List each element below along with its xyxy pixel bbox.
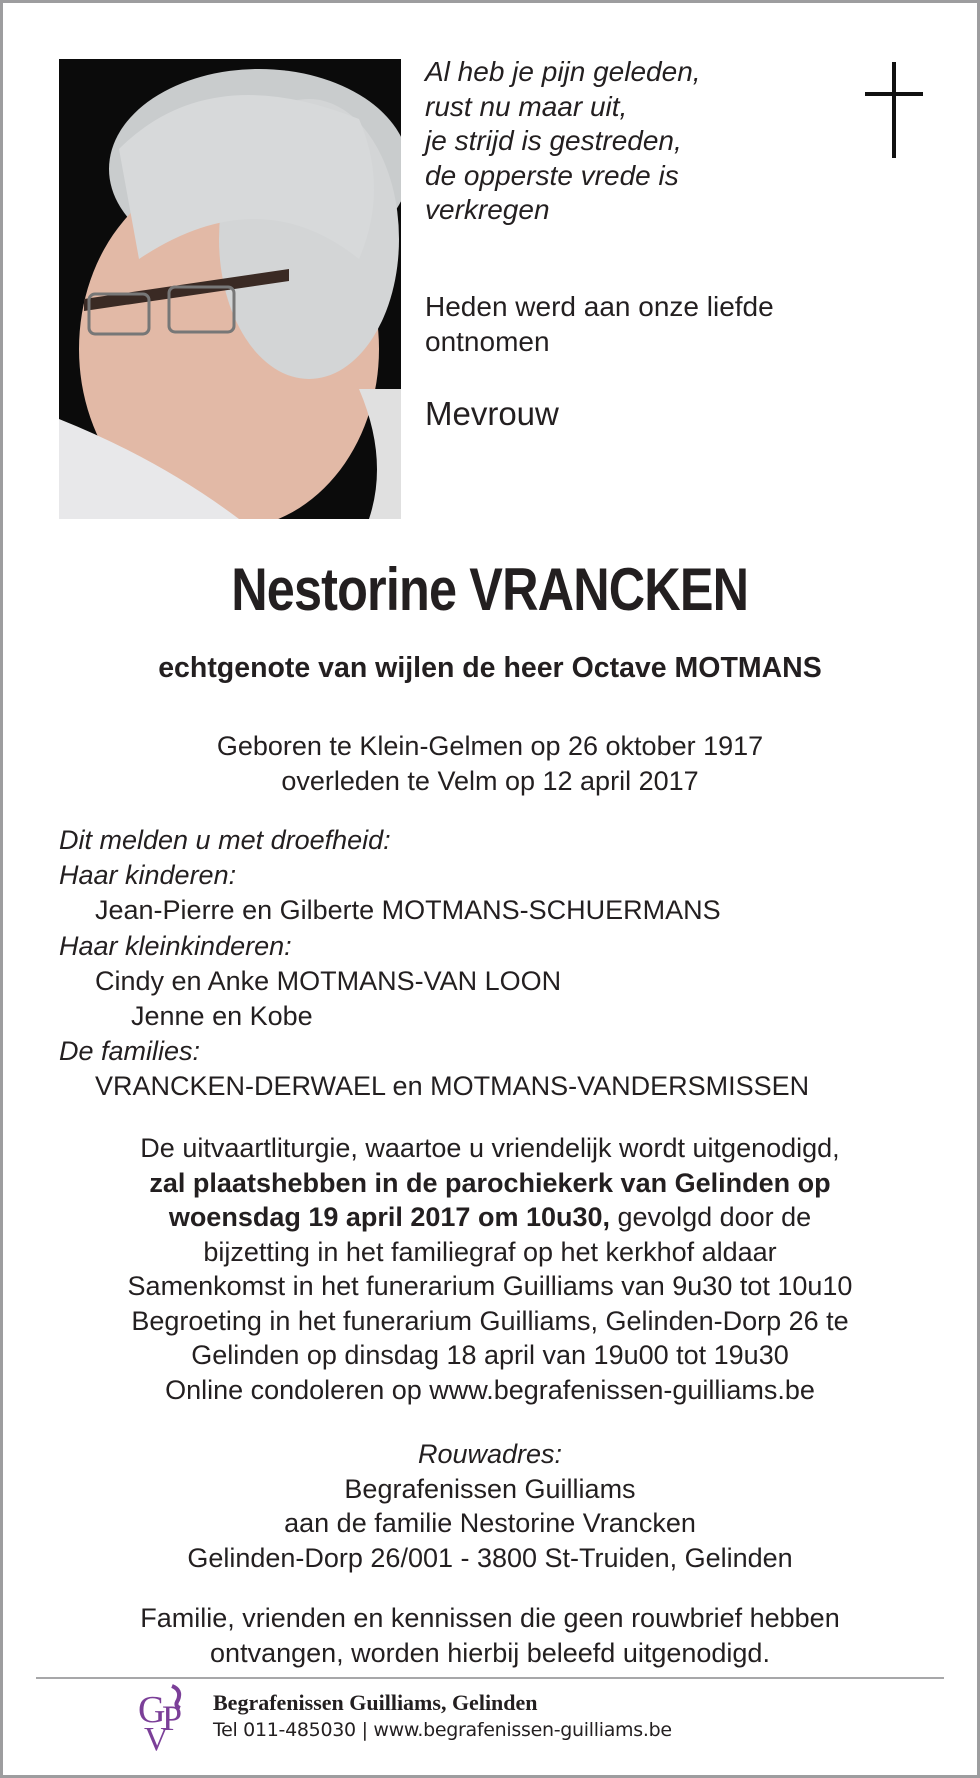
birth-line: Geboren te Klein-Gelmen op 26 oktober 1917 (216, 731, 764, 761)
cross-icon (892, 62, 896, 158)
company-logo (136, 1684, 196, 1752)
family-list (59, 823, 809, 1105)
intro-line: ontnomen (425, 326, 550, 357)
ceremony-line: bijzetting in het familiegraf op het kerkhof aldaar (203, 1236, 777, 1267)
ceremony-line: Begroeting in het funerarium Guilliams, Gelinden-Dorp 26 te (131, 1305, 849, 1336)
poem-line: je strijd is gestreden, (425, 125, 682, 156)
family-intro: Dit melden u met droefheid: (59, 825, 391, 855)
poem-line: de opperste vrede is (425, 159, 679, 191)
ceremony-date: woensdag 19 april 2017 om 10u30, (168, 1202, 611, 1232)
poem-line: verkregen (425, 194, 550, 225)
ceremony-line-rest: gevolgd door de (610, 1202, 812, 1232)
deceased-name-text: Nestorine VRANCKEN (231, 556, 749, 623)
closing-line: Familie, vrienden en kennissen die geen rouwbrief hebben (140, 1603, 840, 1633)
cross-icon-bar (865, 92, 923, 96)
deceased-name (0, 555, 980, 624)
grandchildren: Cindy en Anke MOTMANS-VAN LOON (95, 965, 562, 996)
company-contact: Tel 011-485030 | www.begrafenissen-guilliams.be (213, 1719, 672, 1741)
ceremony-line (0, 1200, 980, 1235)
address-line: Gelinden-Dorp 26/001 - 3800 St-Truiden, Gelinden (187, 1542, 793, 1573)
address-heading: Rouwadres: (417, 1439, 563, 1469)
poem-line: Al heb je pijn geleden, (425, 56, 701, 87)
closing-line: ontvangen, worden hierbij beleefd uitgenodigd. (210, 1637, 770, 1668)
children-heading: Haar kinderen: (59, 860, 237, 891)
families-heading: De families: (59, 1036, 201, 1067)
ceremony-line: zal plaatshebben in de parochiekerk van Gelinden op (149, 1167, 831, 1198)
ceremony-line: Online condoleren op www.begrafenissen-guilliams.be (165, 1374, 815, 1405)
closing-text (0, 1601, 980, 1670)
address-line: aan de familie Nestorine Vrancken (284, 1508, 696, 1538)
poem (425, 55, 701, 228)
death-line: overleden te Velm op 12 april 2017 (281, 765, 699, 796)
svg-text:G: G (138, 1689, 166, 1731)
ceremony-line: Gelinden op dinsdag 18 april van 19u00 tot 19u30 (191, 1340, 789, 1370)
address-block (0, 1437, 980, 1575)
ceremony-info (0, 1131, 980, 1407)
company-name: Begrafenissen Guilliams, Gelinden (213, 1690, 538, 1715)
life-dates (0, 729, 980, 798)
spouse-line: echtgenote van wijlen de heer Octave MOTMANS (158, 652, 822, 684)
ceremony-line: Samenkomst in het funerarium Guilliams van 9u30 tot 10u10 (127, 1271, 853, 1301)
families: VRANCKEN-DERWAEL en MOTMANS-VANDERSMISSEN (95, 1071, 810, 1102)
portrait-photo (59, 59, 401, 519)
svg-text:V: V (144, 1721, 169, 1752)
salutation: Mevrouw (425, 395, 559, 432)
children: Jean-Pierre en Gilberte MOTMANS-SCHUERMANS (95, 895, 721, 926)
divider (36, 1677, 944, 1679)
ceremony-line: De uitvaartliturgie, waartoe u vriendelijk wordt uitgenodigd, (140, 1133, 840, 1163)
intro-line: Heden werd aan onze liefde (425, 291, 774, 322)
svg-text:P: P (162, 1698, 183, 1738)
grandchildren-heading: Haar kleinkinderen: (59, 930, 292, 961)
great-grandchildren: Jenne en Kobe (131, 1001, 313, 1032)
poem-line: rust nu maar uit, (425, 90, 628, 122)
intro-text (425, 289, 774, 359)
address-line: Begrafenissen Guilliams (344, 1473, 636, 1504)
